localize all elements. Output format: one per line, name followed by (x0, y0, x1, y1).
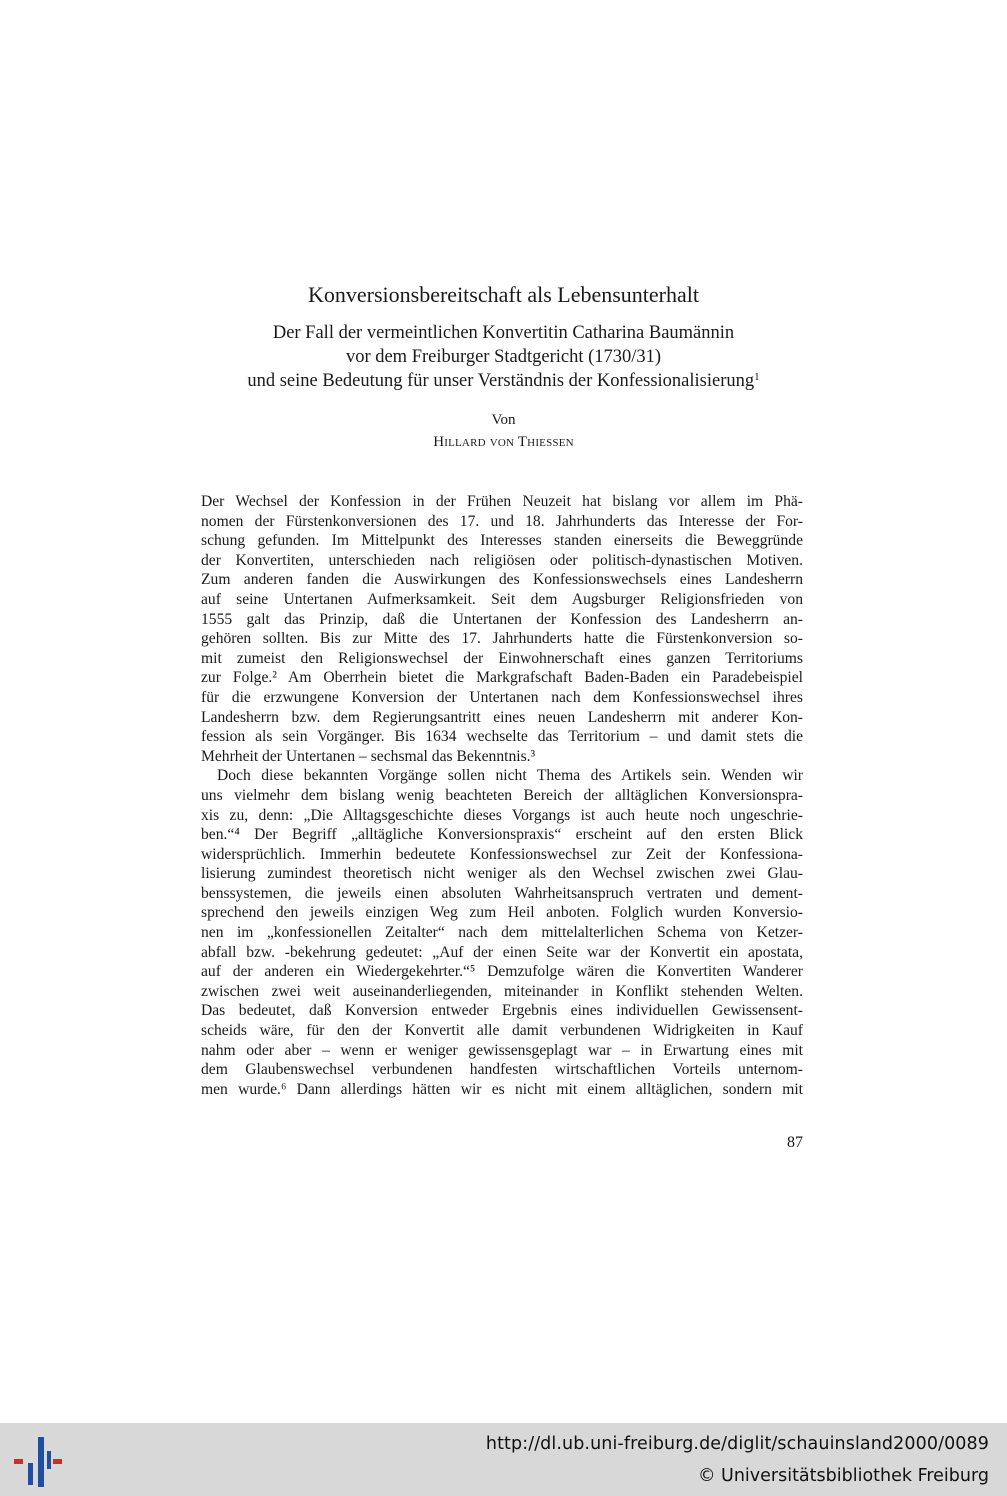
body-line: uns vielmehr dem bislang wenig beachteten Bereich der alltäglichen Konversionspra- (201, 786, 803, 804)
body-line: scheids wäre, für den der Konvertit alle damit verbundenen Widrigkeiten in Kauf (201, 1022, 803, 1040)
footer-bar (0, 1423, 1007, 1496)
subtitle-line: Der Fall der vermeintlichen Konvertitin Catharina Baumännin (272, 323, 735, 343)
body-line: ben.“⁴ Der Begriff „alltägliche Konversionspraxis“ erscheint auf den ersten Blick (201, 826, 803, 844)
body-line: men wurde.⁶ Dann allerdings hätten wir es nicht mit einem alltäglichen, sondern mit (201, 1080, 803, 1098)
subtitle-line: vor dem Freiburger Stadtgericht (1730/31) (345, 347, 662, 367)
body-line: Zum anderen fanden die Auswirkungen des Konfessionswechsels eines Landesherrn (201, 571, 803, 589)
body-line: Der Wechsel der Konfession in der Frühen Neuzeit hat bislang vor allem im Phä- (201, 493, 803, 510)
copyright-notice: © Universitätsbibliothek Freiburg (697, 1466, 989, 1486)
source-url-link[interactable]: http://dl.ub.uni-freiburg.de/diglit/schauinsland2000/0089 (485, 1434, 989, 1454)
body-line: auf seine Untertanen Aufmerksamkeit. Seit dem Augsburger Religionsfrieden von (201, 590, 803, 608)
body-line: dem Glaubenswechsel verbundenen handfesten wirtschaftlichen Vorteils unternom- (201, 1061, 803, 1079)
body-line: schung gefunden. Im Mittelpunkt des Interesses standen einerseits die Beweggründe (201, 532, 803, 550)
body-line: widersprüchlich. Immerhin bedeutete Konfessionswechsel zur Zeit der Konfessiona- (201, 845, 803, 863)
subtitle-line (0, 369, 1007, 393)
body-line: lisierung zumindest theoretisch nicht weniger als den Wechsel zwischen zwei Glau- (201, 865, 803, 883)
body-text (201, 492, 803, 1099)
byline-von: Von (491, 412, 516, 428)
body-line: Doch diese bekannten Vorgänge sollen nicht Thema des Artikels sein. Wenden wir (217, 767, 803, 785)
body-line: der Konvertiten, unterschieden nach religiösen oder politisch-dynastischen Motiven. (201, 551, 803, 569)
author-name: Hillard von Thiessen (433, 434, 574, 450)
ub-freiburg-logo-icon (12, 1437, 64, 1487)
page-number: 87 (787, 1134, 803, 1151)
body-line: 1555 galt das Prinzip, daß die Untertanen der Konfession des Landesherrn an- (201, 610, 803, 628)
article-title: Konversionsbereitschaft als Lebensunterhalt (308, 282, 699, 307)
footnote-marker: 1 (754, 371, 760, 383)
body-line: nen im „konfessionellen Zeitalter“ nach dem mittelalterlichen Schema von Ketzer- (201, 924, 803, 942)
body-line: zwischen zwei weit auseinanderliegenden, miteinander in Konflikt stehenden Welten. (201, 982, 803, 1000)
body-line: Landesherrn bzw. dem Regierungsantritt eines neuen Landesherrn mit anderer Kon- (201, 708, 803, 726)
body-line: zur Folge.² Am Oberrhein bietet die Markgrafschaft Baden-Baden ein Paradebeispiel (201, 669, 803, 687)
body-line: gehören sollten. Bis zur Mitte des 17. Jahrhunderts hatte die Fürstenkonversion so- (201, 630, 803, 648)
body-line: nahm oder aber – wenn er weniger gewissensgeplagt war – in Erwartung eines mit (201, 1041, 803, 1059)
body-line: Das bedeutet, daß Konversion entweder Ergebnis eines individuellen Gewissensent- (201, 1002, 803, 1020)
body-line: benssystemen, die jeweils einen absoluten Wahrheitsanspruch vertraten und dement- (201, 884, 803, 902)
body-line: mit zumeist den Religionswechsel der Einwohnerschaft eines ganzen Territoriums (201, 649, 803, 667)
body-line: abfall bzw. -bekehrung gedeutet: „Auf der einen Seite war der Konvertit ein apostata, (201, 943, 803, 961)
body-line: sprechend den jeweils einzigen Weg zum Heil anboten. Folglich wurden Konversio- (201, 904, 803, 922)
body-line: nomen der Fürstenkonversionen des 17. und 18. Jahrhunderts das Interesse der For- (201, 512, 803, 530)
body-line: Mehrheit der Untertanen – sechsmal das Bekenntnis.³ (201, 747, 536, 765)
body-line: auf der anderen ein Wiedergekehrter.“⁵ Demzufolge wären die Konvertiten Wanderer (201, 963, 803, 981)
body-line: xis zu, denn: „Die Alltagsgeschichte dieses Vorgangs ist auch heute noch ungeschrie- (201, 806, 803, 824)
body-line: für die erzwungene Konversion der Untertanen nach dem Konfessionswechsel ihres (201, 688, 803, 706)
article-subtitle (0, 321, 1007, 393)
body-line: fession als sein Vorgänger. Bis 1634 wechselte das Territorium – und damit stets die (201, 728, 803, 746)
subtitle-line-text: und seine Bedeutung für unser Verständnis der Konfessionalisierung (247, 371, 755, 391)
